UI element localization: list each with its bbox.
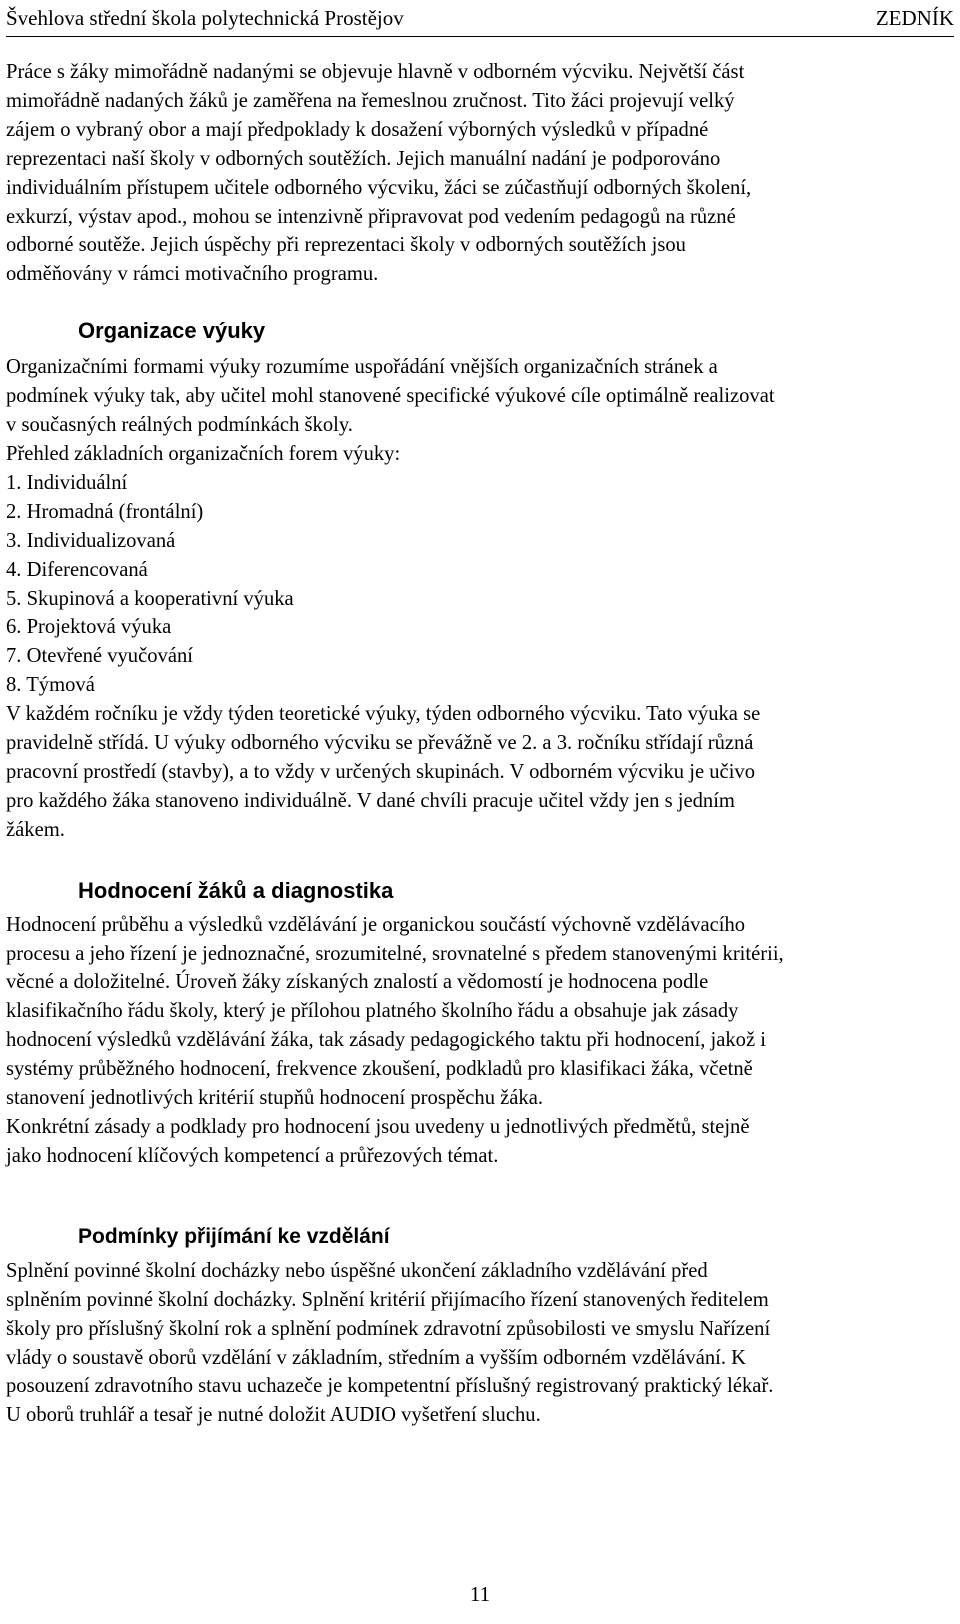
organizace-closing-paragraph: V každém ročníku je vždy týden teoretické výuky, týden odborného výcviku. Tato výuka se pravidelně střídá. U výuky odborného výcviku se převážně ve 2. a 3. ročníku střídají různá pracovní prostředí (stavby), a to vždy v určených skupinách. V odborném výcviku je učivo pro každého žáka stanoveno individuálně. V dané chvíli pracuje učitel vždy jen s jedním žákem. (6, 703, 761, 841)
section-heading-podminky: Podmínky přijímání ke vzdělání (78, 1224, 390, 1248)
section-heading-hodnoceni: Hodnocení žáků a diagnostika (78, 877, 394, 903)
header-field-name: ZEDNÍK (875, 6, 954, 30)
list-item: 3. Individualizovaná (6, 529, 176, 552)
list-item: 2. Hromadná (frontální) (6, 500, 204, 523)
list-item: 6. Projektová výuka (6, 616, 172, 639)
section-heading-organizace: Organizace výuky (78, 318, 266, 344)
list-item: 5. Skupinová a kooperativní výuka (6, 587, 294, 610)
hodnoceni-paragraph: Hodnocení průběhu a výsledků vzdělávání je organickou součástí výchovně vzdělávacího procesu a jeho řízení je jednoznačné, srozumitelné, srovnatelné s předem stanovenými kritérii, věcné a doložitelné. Úroveň žáky získaných znalostí a vědomostí je hodnocena podle klasifikačního řádu školy, který je přílohou platného školního řádu a obsahuje jak zásady hodnocení výsledků vzdělávání žáka, tak zásady pedagogického taktu při hodnocení, jakož i systémy průběžného hodnocení, frekvence zkoušení, podkladů pro klasifikaci žáka, včetně stanovení jednotlivých kritérií stupňů hodnocení prospěchu žáka. (6, 913, 784, 1110)
organizace-forms-list (6, 469, 952, 700)
list-item: 8. Týmová (6, 674, 95, 697)
podminky-paragraph: Splnění povinné školní docházky nebo úspěšné ukončení základního vzdělávání před splněním povinné školní docházky. Splnění kritérií přijímacího řízení stanovených ředitelem školy pro příslušný školní rok a splnění podmínek zdravotní způsobilosti ve smyslu Nařízení vlády o soustavě oborů vzdělání v základním, středním a vyšším odborném vzdělávání. K posouzení zdravotního stavu uchazeče je kompetentní příslušný registrovaný praktický lékař. U oborů truhlář a tesař je nutné doložit AUDIO vyšetření sluchu. (6, 1259, 774, 1427)
page-number: 11 (469, 1582, 491, 1606)
document-body (6, 58, 952, 1430)
organizace-paragraph: Organizačními formami výuky rozumíme uspořádání vnějších organizačních stránek a podmínek výuky tak, aby učitel mohl stanovené specifické výukové cíle optimálně realizovat v současných reálných podmínkách školy. (6, 356, 775, 437)
page-header (6, 0, 954, 37)
list-item: 4. Diferencovaná (6, 558, 148, 581)
organizace-list-intro: Přehled základních organizačních forem výuky: (6, 442, 401, 465)
hodnoceni-paragraph-2: Konkrétní zásady a podklady pro hodnocení jsou uvedeny u jednotlivých předmětů, stejně jako hodnocení klíčových kompetencí a průřezových témat. (6, 1116, 750, 1167)
header-school-name: Švehlova střední škola polytechnická Prostějov (6, 6, 404, 30)
list-item: 1. Individuální (6, 471, 128, 494)
intro-paragraph: Práce s žáky mimořádně nadanými se objevuje hlavně v odborném výcviku. Největší část mimořádně nadaných žáků je zaměřena na řemeslnou zručnost. Tito žáci projevují velký zájem o vybraný obor a mají předpoklady k dosažení výborných výsledků v případné reprezentaci naší školy v odborných soutěžích. Jejich manuální nadání je podporováno individuálním přístupem učitele odborného výcviku, žáci se zúčastňují odborných školení, exkurzí, výstav apod., mohou se intenzivně připravovat pod vedením pedagogů na různé odborné soutěže. Jejich úspěchy při reprezentaci školy v odborných soutěžích jsou odměňovány v rámci motivačního programu. (6, 61, 752, 286)
list-item: 7. Otevřené vyučování (6, 645, 193, 668)
